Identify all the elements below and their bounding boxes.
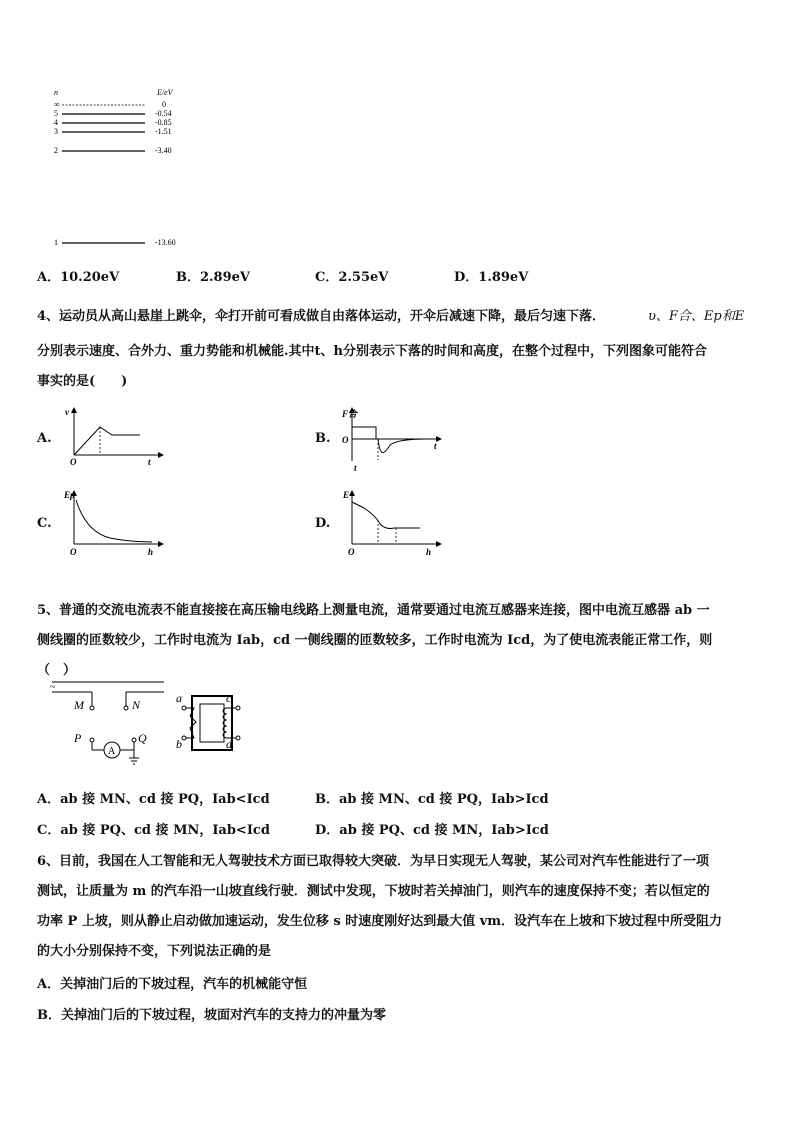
q4-line1: 4、运动员从高山悬崖上跳伞，伞打开前可看成做自由落体运动，开伞后减速下降，最后匀速下落． [37,309,606,324]
energy-level-diagram [50,86,210,251]
q3-option-d: D．1.89eV [454,270,529,285]
level-n-4: 4 [54,118,58,127]
graph-a-origin: O [70,457,77,467]
q6-line3: 功率 P 上坡，则从静止启动做加速运动，发生位移 s 时速度刚好达到最大值 vm．设汽车在上坡和下坡过程中所受阻力 [37,914,723,929]
circuit-q: Q [138,731,147,745]
q6-option-b: B．关掉油门后的下坡过程，坡面对汽车的支持力的冲量为零 [37,1008,386,1023]
energy-level-svg [50,86,210,251]
graph-c-x-label: h [148,547,154,557]
graph-b-origin: O [342,435,349,445]
graph-d-x-label: h [426,547,432,557]
q5-line2: 侧线圈的匝数较少，工作时电流为 Iab，cd 一侧线圈的匝数较多，工作时电流为 Icd，为了使电流表能正常工作，则 [37,633,713,648]
circuit-p: P [74,731,82,745]
graph-a-y-label: v [65,407,69,417]
terminal-b: b [176,737,182,751]
q4-line3: 事实的是( ) [37,374,128,389]
graph-b-y-label: F合 [342,409,358,419]
terminal-a: a [176,691,182,705]
circuit-tilde: ~ [50,682,56,693]
q4-option-c-label: C. [37,516,52,531]
graph-d-origin: O [348,547,355,557]
level-e-3: -1.51 [155,127,172,136]
q3-option-c: C．2.55eV [315,270,389,285]
graph-d-y-label: E [343,490,350,500]
level-n-inf: ∞ [54,100,60,109]
level-n-3: 3 [54,127,58,136]
level-e-2: -3.40 [155,146,172,155]
q4-graph-d [338,488,448,558]
q5-option-c: C．ab 接 PQ、cd 接 MN，Iab<Icd [37,823,270,838]
q6-line2: 测试，让质量为 m 的汽车沿一山坡直线行驶．测试中发现，下坡时若关掉油门，则汽车的速度保持不变；若以恒定的 [37,884,710,899]
q4-line2: 分别表示速度、合外力、重力势能和机械能.其中t、h分别表示下落的时间和高度，在整个过程中，下列图象可能符合 [37,344,707,359]
circuit-m: M [74,698,84,712]
graph-c-y-label: Ep [64,490,75,500]
q5-line3: （ ） [37,663,77,678]
level-e-inf: 0 [162,100,166,109]
q4-graph-c [60,488,170,558]
q4-line1-symbols: υ、F合、Ep和E [648,309,745,324]
terminal-c: c [226,691,232,705]
graph-c-origin: O [70,547,77,557]
q3-option-a: A．10.20eV [37,270,120,285]
q5-circuit-diagram [40,674,250,769]
q5-option-d: D．ab 接 PQ、cd 接 MN，Iab>Icd [315,823,549,838]
q4-graph-a [60,405,170,467]
level-n-2: 2 [54,146,58,155]
level-e-4: -0.85 [155,118,172,127]
q4-option-b-label: B. [315,431,331,446]
terminal-d: d [226,737,232,751]
n-axis-label: n [54,88,58,97]
q3-option-b: B．2.89eV [176,270,251,285]
level-n-1: 1 [54,238,58,247]
circuit-n: N [132,698,141,712]
graph-b-extra-t: t [354,463,357,473]
q5-option-b: B．ab 接 MN、cd 接 PQ，Iab>Icd [315,792,549,807]
q5-option-a: A．ab 接 MN、cd 接 PQ，Iab<Icd [37,792,270,807]
q4-graph-b [338,405,448,475]
q6-line4: 的大小分别保持不变，下列说法正确的是 [37,944,272,959]
graph-b-x-label: t [434,441,437,451]
level-e-5: -0.54 [155,109,172,118]
q4-option-d-label: D. [315,516,331,531]
q6-line1: 6、目前，我国在人工智能和无人驾驶技术方面已取得较大突破．为早日实现无人驾驶，某公司对汽车性能进行了一项 [37,854,710,869]
q5-line1: 5、普通的交流电流表不能直接接在高压输电线路上测量电流，通常要通过电流互感器来连接，图中电流互感器 ab 一 [37,603,710,618]
e-axis-label: E/eV [157,88,173,97]
level-e-1: -13.60 [155,238,176,247]
ammeter-a: A [108,746,116,757]
graph-a-x-label: t [148,457,151,467]
q6-option-a: A．关掉油门后的下坡过程，汽车的机械能守恒 [37,977,308,992]
level-n-5: 5 [54,109,58,118]
q4-option-a-label: A. [37,431,52,446]
